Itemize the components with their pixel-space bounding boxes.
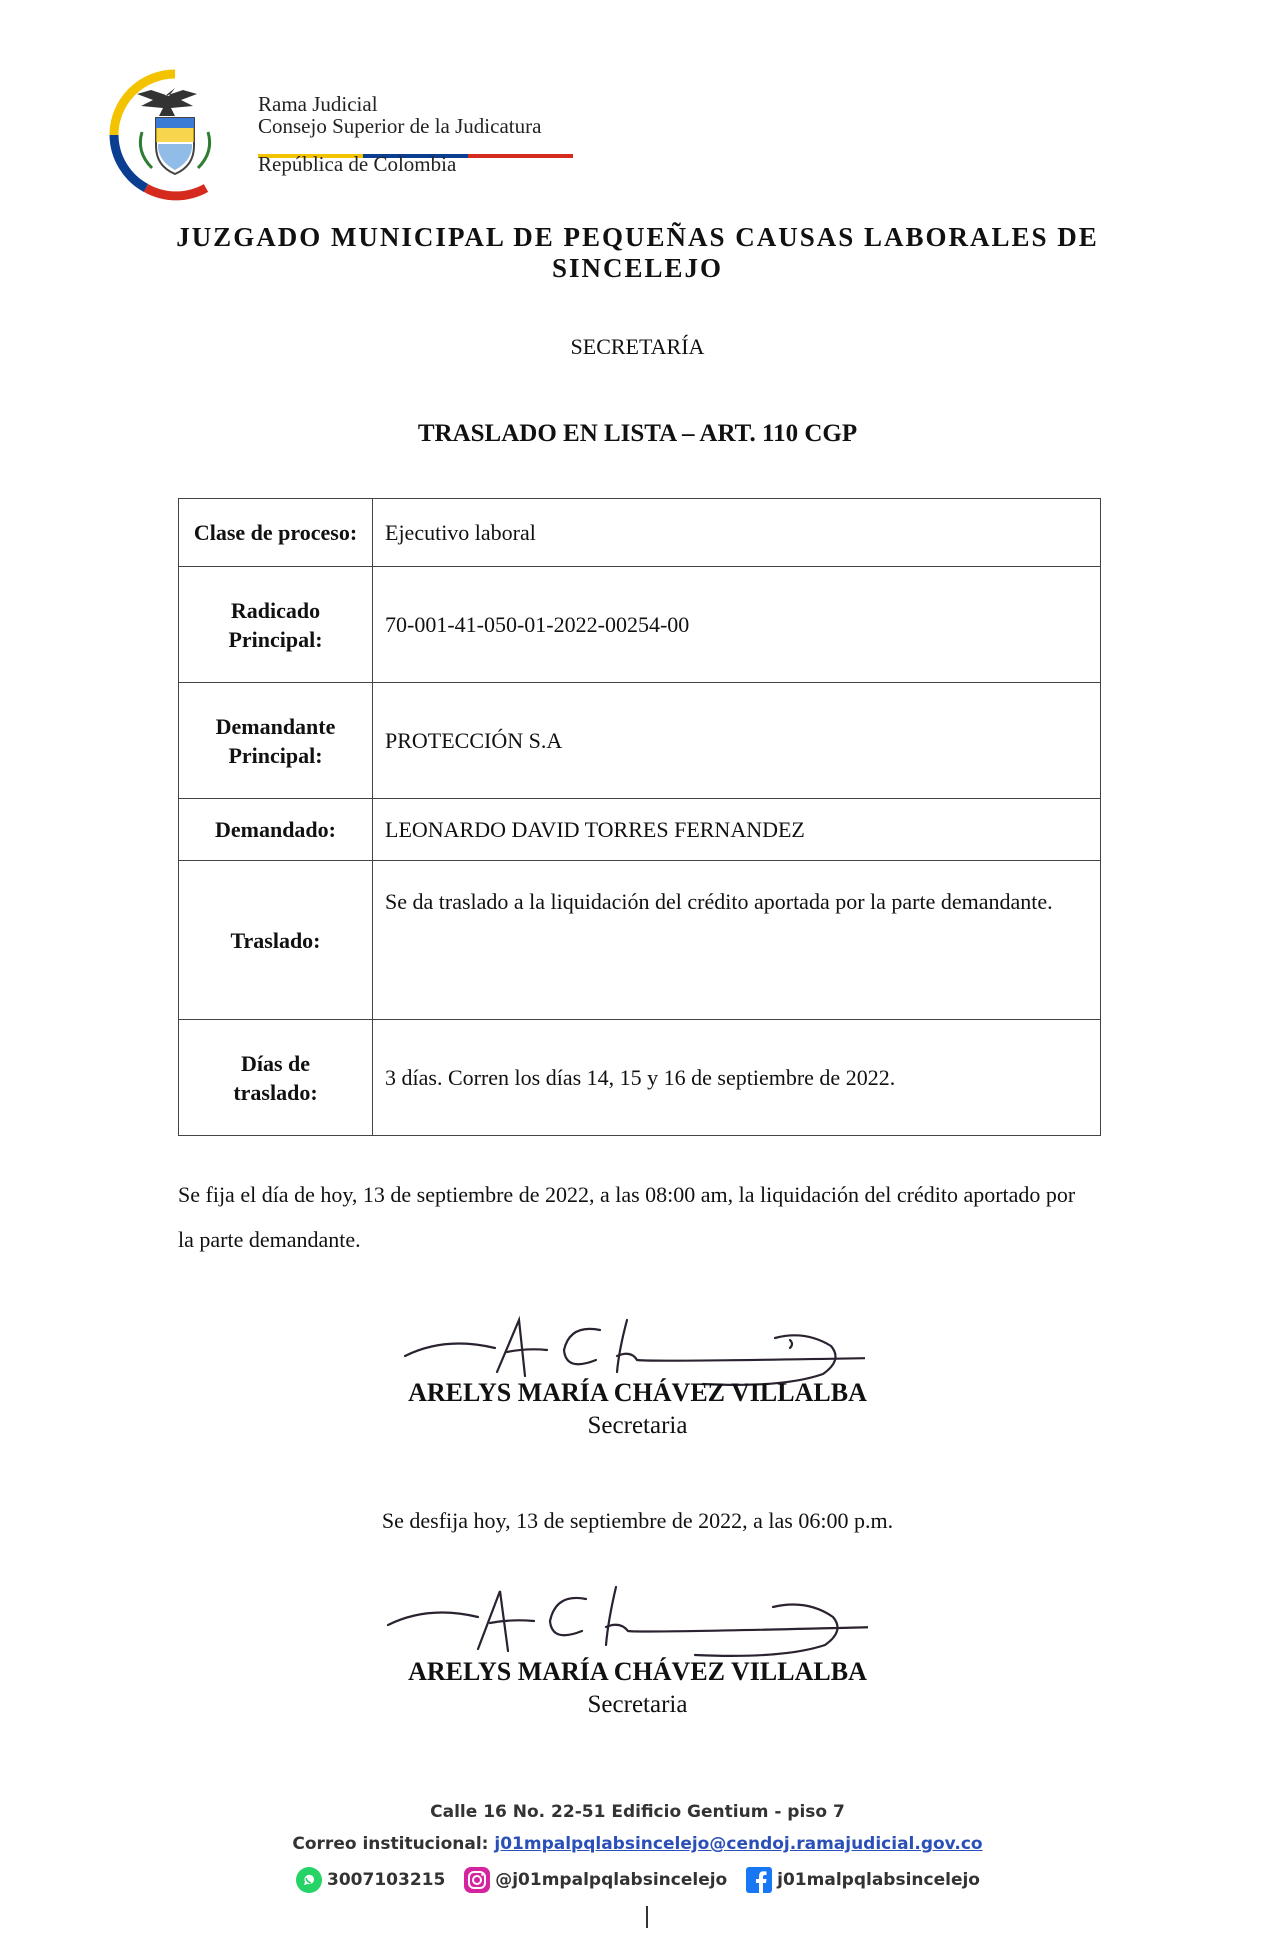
row-label: Días de traslado: xyxy=(179,1020,373,1136)
instagram-contact[interactable] xyxy=(463,1866,727,1894)
row-label: Traslado: xyxy=(179,861,373,1020)
instagram-handle: @j01mpalpqlabsincelejo xyxy=(495,1870,728,1890)
coat-of-arms-icon xyxy=(106,66,244,204)
case-info-table xyxy=(178,498,1101,1136)
org-line-republica: República de Colombia xyxy=(258,152,457,176)
facebook-handle: j01malpqlabsincelejo xyxy=(777,1870,980,1890)
rama-judicial-logo xyxy=(106,66,244,204)
row-value: Ejecutivo laboral xyxy=(373,499,1101,567)
row-label: Demandante Principal: xyxy=(179,683,373,799)
signatory-name: ARELYS MARÍA CHÁVEZ VILLALBA xyxy=(408,1378,867,1407)
whatsapp-number: 3007103215 xyxy=(327,1870,446,1890)
tricolor-divider xyxy=(258,145,573,149)
instagram-icon xyxy=(463,1866,491,1894)
whatsapp-contact[interactable] xyxy=(295,1866,445,1894)
table-row xyxy=(179,861,1101,1020)
row-value: Se da traslado a la liquidación del crédito aportada por la parte demandante. xyxy=(373,861,1101,1020)
row-value: 70-001-41-050-01-2022-00254-00 xyxy=(373,567,1101,683)
org-line-consejo: Consejo Superior de la Judicatura xyxy=(258,114,542,138)
table-row xyxy=(179,683,1101,799)
document-title: TRASLADO EN LISTA – ART. 110 CGP xyxy=(417,420,858,447)
row-value: 3 días. Corren los días 14, 15 y 16 de septiembre de 2022. xyxy=(373,1020,1101,1136)
email-link[interactable]: j01mpalpqlabsincelejo@cendoj.ramajudicial.gov.co xyxy=(494,1834,983,1854)
footer-social xyxy=(0,1866,1275,1899)
signatory-name: ARELYS MARÍA CHÁVEZ VILLALBA xyxy=(408,1657,867,1686)
section-heading: SECRETARÍA xyxy=(570,334,705,359)
table-row xyxy=(179,799,1101,861)
court-name: JUZGADO MUNICIPAL DE PEQUEÑAS CAUSAS LABORALES DE SINCELEJO xyxy=(176,222,1099,283)
row-value: PROTECCIÓN S.A xyxy=(373,683,1101,799)
facebook-contact[interactable] xyxy=(745,1866,980,1894)
fija-paragraph: Se fija el día de hoy, 13 de septiembre de 2022, a las 08:00 am, la liquidación del crédito aportado por la parte demandante. xyxy=(178,1182,1076,1252)
handwritten-signature xyxy=(378,1585,848,1665)
row-label: Radicado Principal: xyxy=(179,567,373,683)
row-label: Clase de proceso: xyxy=(179,499,373,567)
table-row xyxy=(179,1020,1101,1136)
facebook-icon xyxy=(745,1866,773,1894)
table-row xyxy=(179,499,1101,567)
table-row xyxy=(179,567,1101,683)
footer-email-line xyxy=(0,1834,1275,1854)
page-marker-divider xyxy=(646,1906,648,1928)
whatsapp-icon xyxy=(295,1866,323,1894)
row-value: LEONARDO DAVID TORRES FERNANDEZ xyxy=(373,799,1101,861)
signatory-role: Secretaria xyxy=(587,1691,688,1718)
signatory-role: Secretaria xyxy=(587,1412,688,1439)
email-label: Correo institucional: xyxy=(292,1834,495,1854)
org-line-rama-judicial: Rama Judicial xyxy=(258,92,378,116)
footer-address: Calle 16 No. 22-51 Edificio Gentium - piso 7 xyxy=(430,1802,845,1822)
desfija-paragraph: Se desfija hoy, 13 de septiembre de 2022, a las 06:00 p.m. xyxy=(381,1508,894,1533)
row-label: Demandado: xyxy=(179,799,373,861)
